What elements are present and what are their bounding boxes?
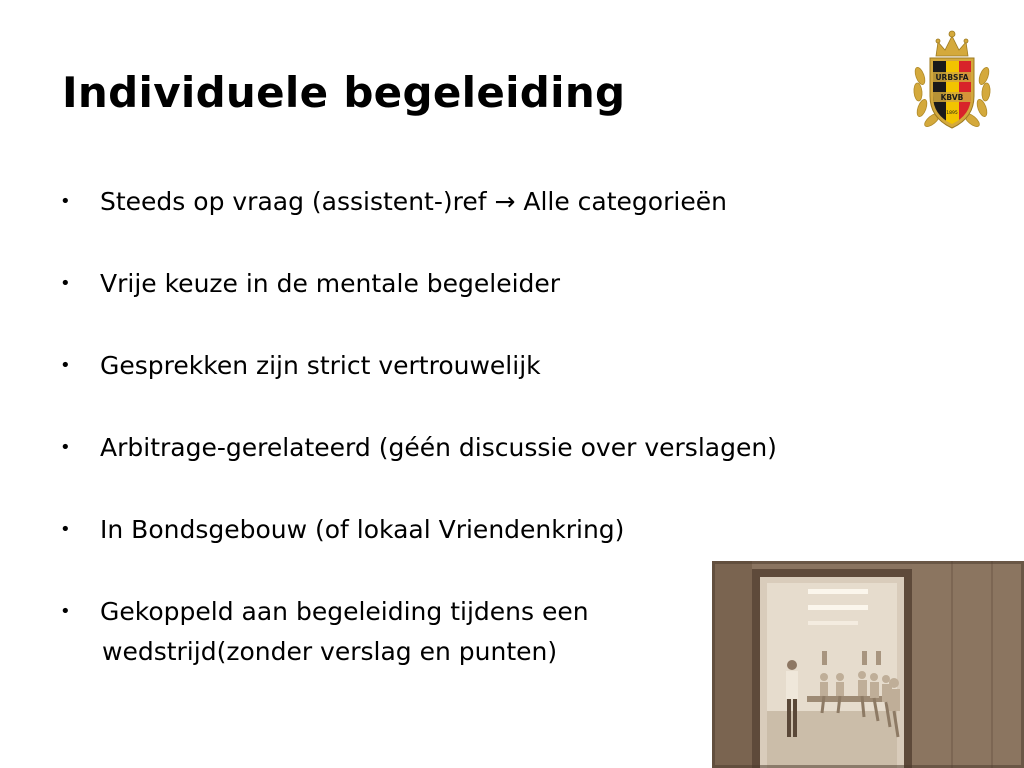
- bullet-text: In Bondsgebouw (of lokaal Vriendenkring): [100, 515, 625, 544]
- bullet-text: Vrije keuze in de mentale begeleider: [100, 269, 561, 298]
- bullet-continuation-text: wedstrijd(zonder verslag en punten): [102, 637, 558, 666]
- bullet-marker: •: [60, 355, 71, 376]
- logo-text-top: URBSFA: [935, 73, 969, 82]
- bullet-marker: •: [60, 601, 71, 622]
- slide-title: Individuele begeleiding: [62, 68, 626, 117]
- urbsfa-logo: [912, 26, 992, 134]
- locker-room-photo: [712, 561, 1024, 768]
- bullet-text: Gesprekken zijn strict vertrouwelijk: [100, 351, 541, 380]
- bullet-text: Steeds op vraag (assistent-)ref → Alle categorieën: [100, 187, 727, 216]
- bullet-text: Arbitrage-gerelateerd (géén discussie over verslagen): [100, 433, 777, 462]
- bullet-text: Gekoppeld aan begeleiding tijdens een: [100, 597, 589, 626]
- bullet-marker: •: [60, 273, 71, 294]
- logo-year: 1895: [946, 111, 958, 116]
- logo-text-bottom: KBVB: [940, 93, 964, 102]
- bullet-marker: •: [60, 519, 71, 540]
- bullet-marker: •: [60, 437, 71, 458]
- bullet-marker: •: [60, 191, 71, 212]
